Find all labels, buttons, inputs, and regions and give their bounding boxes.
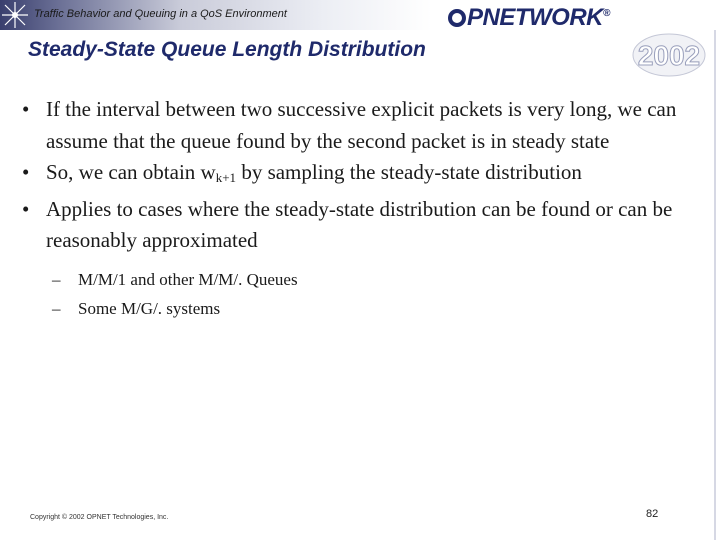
slide-title: Steady-State Queue Length Distribution (28, 38, 426, 61)
bullet-symbol: • (22, 160, 30, 184)
starburst-icon (0, 0, 30, 30)
logo-text: PNETWORK (467, 4, 603, 31)
header-subtitle: Traffic Behavior and Queuing in a QoS Environment (34, 8, 287, 20)
slide-body (22, 94, 682, 323)
bullet-item (22, 94, 682, 157)
dash-symbol: – (52, 298, 61, 318)
year-2002-badge (632, 33, 706, 77)
bullet-text: Applies to cases where the steady-state distribution can be found or can be reasonably approximated (46, 196, 673, 252)
right-edge-line (714, 30, 716, 540)
bullet-symbol: • (22, 97, 30, 121)
logo-registered-mark: ® (603, 8, 610, 19)
bullet-item (22, 194, 682, 257)
logo-o-icon (448, 9, 466, 27)
page-number: 82 (646, 508, 659, 520)
bullet-text (46, 157, 682, 194)
bullet-symbol: • (22, 196, 30, 221)
bullet-item (22, 157, 682, 194)
opnetwork-logo (448, 4, 610, 32)
bullet-text: If the interval between two successive explicit packets is very long, we can assume that the queue found by the second packet is in steady state (46, 97, 677, 153)
bullet-text-part: So, we can obtain w (46, 160, 216, 184)
sub-bullet-list (46, 265, 682, 323)
bullet-subscript: k+1 (215, 170, 237, 185)
sub-bullet-item (46, 294, 682, 323)
year-badge-text: 2002 (637, 40, 701, 71)
sub-bullet-item (46, 265, 682, 294)
sub-bullet-text: M/M/1 and other M/M/. Queues (78, 269, 298, 289)
dash-symbol: – (52, 269, 61, 289)
bullet-text-part: by sampling the steady-state distribution (236, 160, 582, 184)
sub-bullet-text: Some M/G/. systems (78, 298, 221, 318)
copyright-notice: Copyright © 2002 OPNET Technologies, Inc. (30, 514, 169, 521)
